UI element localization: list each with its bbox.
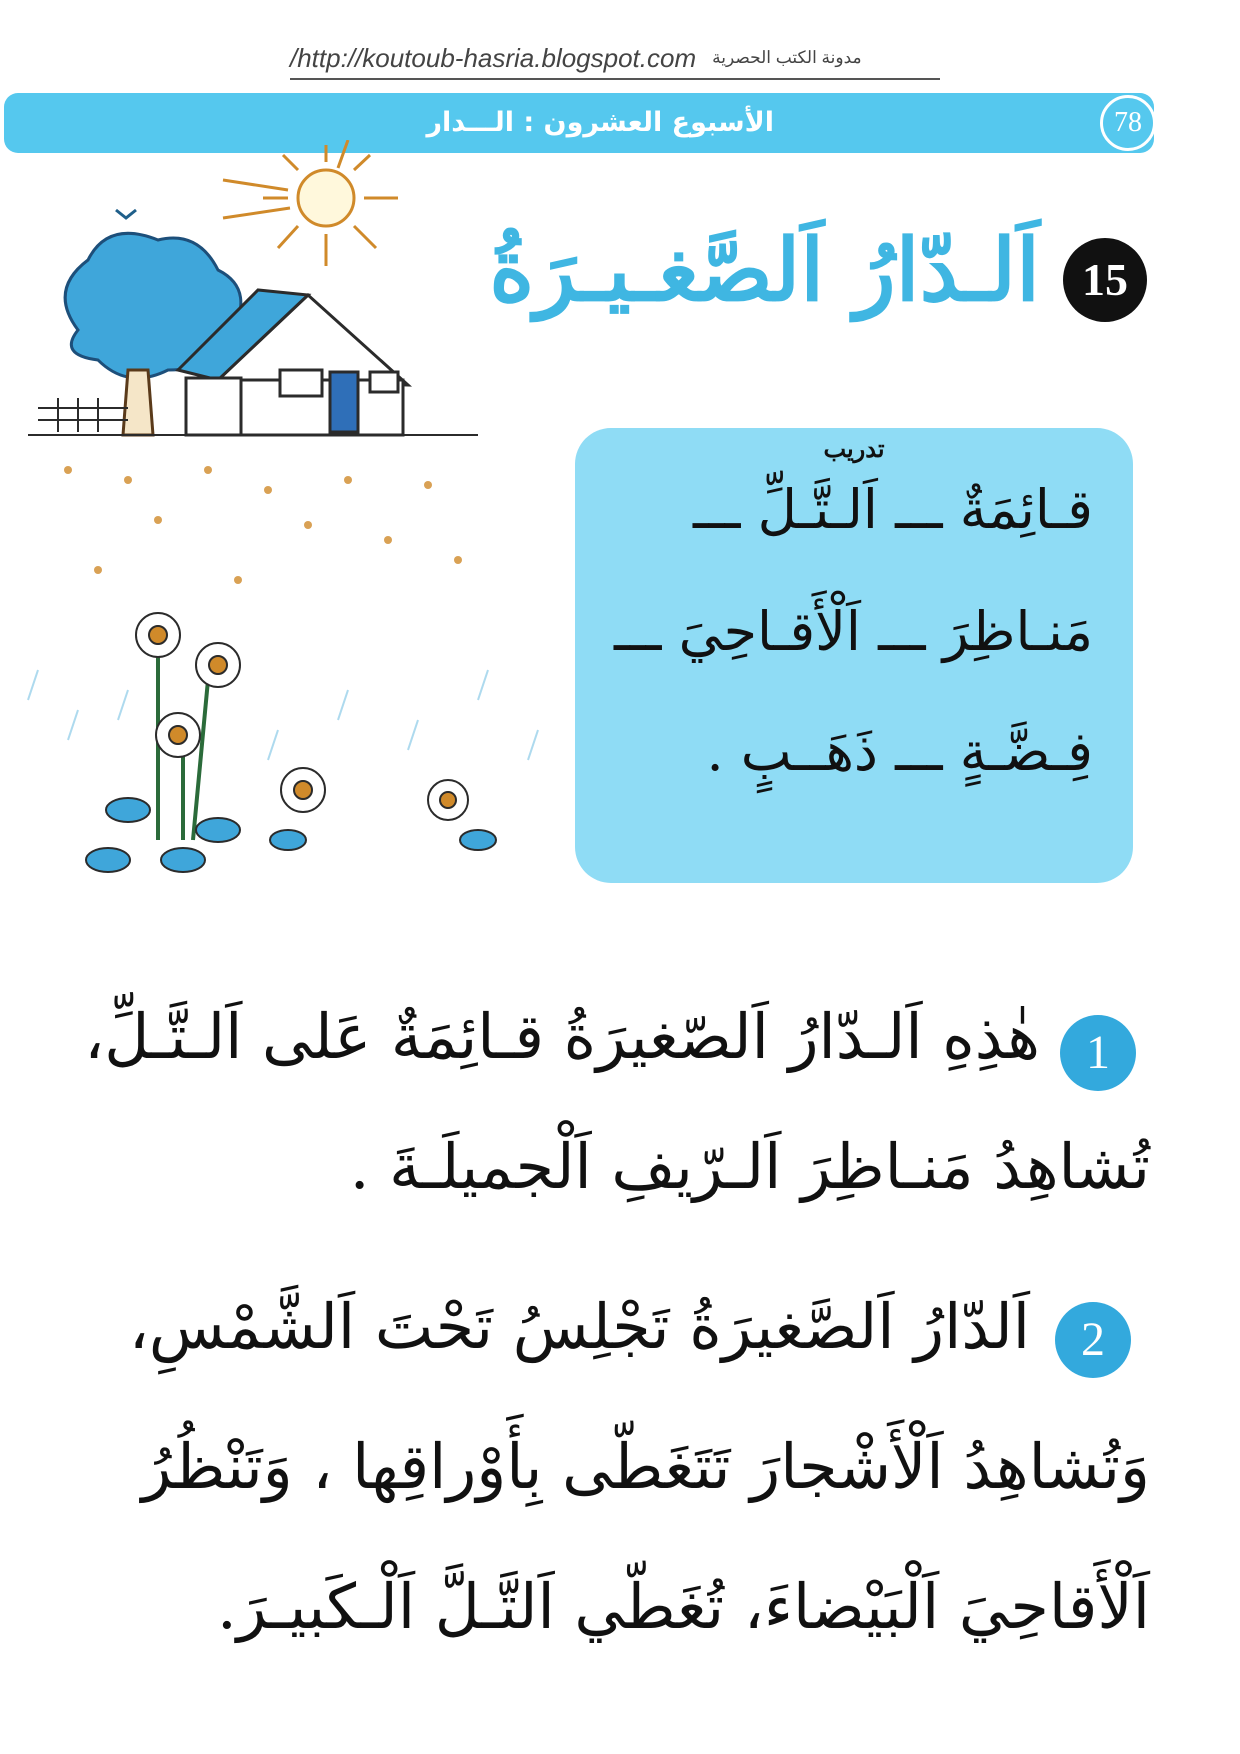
paragraph-line: تُشاهِدُ مَنـاظِرَ اَلـرّيفِ اَلْجميلَـةَ . [349, 1130, 1150, 1203]
paragraph-line: وَتُشاهِدُ اَلْأَشْجارَ تَتَغَطّى بِأَوْراقِها ، وَتَنْظُرُ [141, 1430, 1150, 1503]
page-number: 78 [1100, 95, 1156, 151]
source-watermark [290, 38, 940, 80]
source-url: /http://koutoub-hasria.blogspot.com [290, 42, 697, 73]
paragraph-number-badge: 2 [1055, 1302, 1131, 1378]
exercise-box [575, 428, 1133, 883]
sun-icon [223, 140, 398, 266]
lesson-number-badge: 15 [1063, 238, 1147, 322]
bird-icon [116, 210, 136, 218]
exercise-line: مَنـاظِرَ ـــ اَلْأَقـاحِيَ ـــ [614, 600, 1093, 663]
week-label: الأسبوع العشرون : الـــدار [426, 107, 774, 138]
paragraph-number-badge: 1 [1060, 1015, 1136, 1091]
lesson-title: اَلـدّارُ اَلصَّغـيـرَةُ [489, 220, 1040, 321]
blog-name: مدونة الكتب الحصرية [712, 48, 862, 67]
paragraph-line: هٰذِهِ اَلـدّارُ اَلصّغيرَةُ قـائِمَةٌ عَلى اَلـتَّـلِّ، [84, 1000, 1040, 1073]
paragraph-line: اَلدّارُ اَلصَّغيرَةُ تَجْلِسُ تَحْتَ اَلشَّمْسِ، [128, 1290, 1030, 1363]
exercise-line: فِـضَّـةٍ ـــ ذَهَــبٍ . [706, 720, 1093, 783]
paragraph-line: اَلْأَقاحِيَ اَلْبَيْضاءَ، تُغَطّي اَلتَّـلَّ اَلْـكَبيـرَ. [217, 1570, 1150, 1643]
exercise-title: تدريب [823, 434, 885, 463]
flower-icon [86, 613, 496, 872]
house-illustration [8, 140, 568, 960]
exercise-line: قـائِمَةٌ ـــ اَلـتَّـلِّ ـــ [693, 478, 1093, 541]
